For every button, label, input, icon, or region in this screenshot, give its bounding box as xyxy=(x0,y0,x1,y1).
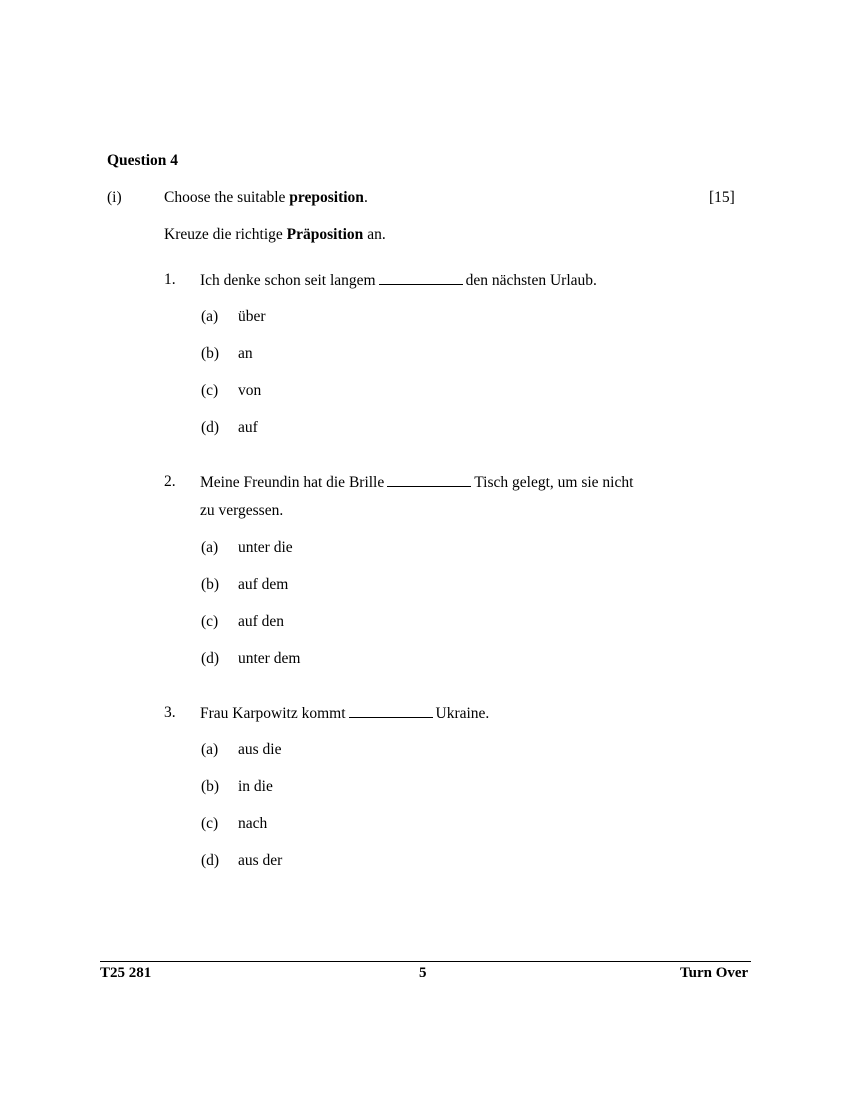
sentence-after-blank: den nächsten Urlaub. xyxy=(465,272,597,289)
option-letter: (c) xyxy=(201,613,219,630)
option-letter: (a) xyxy=(201,539,219,556)
option-letter: (b) xyxy=(201,778,220,795)
item-sentence xyxy=(200,474,633,491)
item-number: 1. xyxy=(164,271,176,288)
item-sentence xyxy=(200,272,597,289)
option-text: an xyxy=(238,345,253,362)
option-text: von xyxy=(238,382,262,399)
option-letter: (b) xyxy=(201,576,220,593)
option-text: auf dem xyxy=(238,576,289,593)
option-text: auf den xyxy=(238,613,285,630)
sentence-before-blank: Ich denke schon seit langem xyxy=(200,272,376,289)
instruction-german-keyword: Präposition xyxy=(286,226,364,243)
option-letter: (d) xyxy=(201,419,220,436)
option-text: aus die xyxy=(238,741,282,758)
answer-blank xyxy=(387,474,471,487)
option-letter: (c) xyxy=(201,382,219,399)
option-letter: (c) xyxy=(201,815,219,832)
answer-blank xyxy=(379,272,463,285)
option-letter: (d) xyxy=(201,650,220,667)
option-text: unter dem xyxy=(238,650,301,667)
option-text: nach xyxy=(238,815,268,832)
item-sentence xyxy=(200,705,489,722)
instruction-german-prefix: Kreuze die richtige xyxy=(164,226,287,243)
option-letter: (a) xyxy=(201,741,219,758)
sentence-before-blank: Frau Karpowitz kommt xyxy=(200,705,346,722)
instruction-english xyxy=(164,190,368,206)
option-letter: (d) xyxy=(201,852,220,869)
item-number: 2. xyxy=(164,473,176,490)
option-text: auf xyxy=(238,419,258,436)
instruction-german-suffix: an. xyxy=(363,226,386,243)
item-number: 3. xyxy=(164,704,176,721)
option-text: aus der xyxy=(238,852,283,869)
paper-code: T25 281 xyxy=(100,965,152,981)
option-text: über xyxy=(238,308,266,325)
instruction-german xyxy=(164,227,386,243)
marks-label: [15] xyxy=(709,189,735,206)
question-title: Question 4 xyxy=(107,152,179,169)
sentence-after-blank: Tisch gelegt, um sie nicht xyxy=(474,474,634,491)
part-number: (i) xyxy=(107,189,122,206)
option-text: in die xyxy=(238,778,273,795)
item-sentence-continuation: zu vergessen. xyxy=(200,502,284,519)
option-text: unter die xyxy=(238,539,293,556)
instruction-english-suffix: . xyxy=(363,189,368,206)
option-letter: (b) xyxy=(201,345,220,362)
instruction-english-keyword: preposition xyxy=(289,189,364,206)
answer-blank xyxy=(349,705,433,718)
sentence-before-blank: Meine Freundin hat die Brille xyxy=(200,474,385,491)
turn-over-label: Turn Over xyxy=(680,965,749,981)
option-letter: (a) xyxy=(201,308,219,325)
page-number: 5 xyxy=(419,965,427,981)
footer-divider xyxy=(100,961,751,962)
sentence-after-blank: Ukraine. xyxy=(435,705,490,722)
instruction-english-prefix: Choose the suitable xyxy=(164,189,290,206)
